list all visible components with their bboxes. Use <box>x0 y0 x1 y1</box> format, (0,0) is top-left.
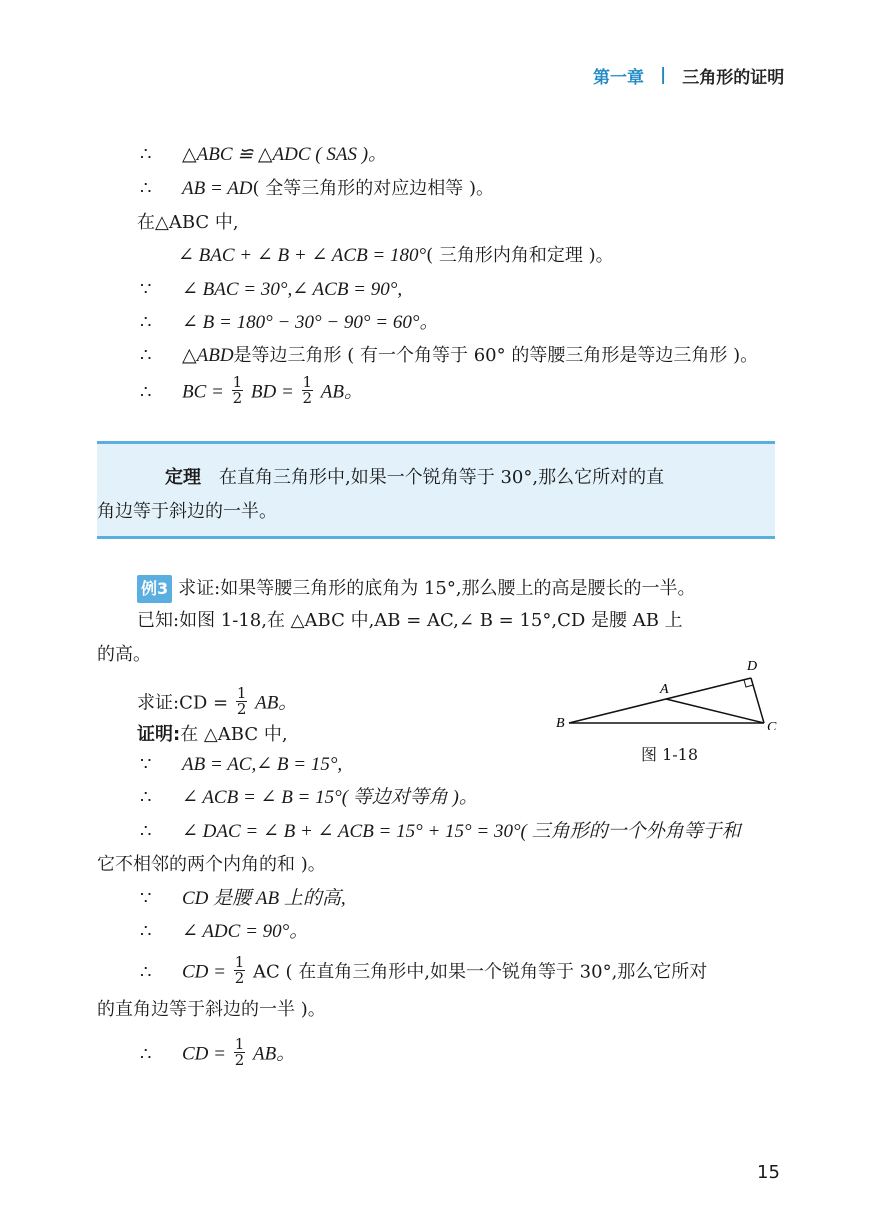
proof-line-2: ∴ AB = AD( 全等三角形的对应边相等 )。 <box>140 178 495 199</box>
fraction: $\frac{1}{2}$ <box>234 953 245 987</box>
theorem-line-1: 定理 在直角三角形中,如果一个锐角等于 30°,那么它所对的直 <box>165 467 665 488</box>
page-number: 15 <box>757 1162 780 1183</box>
fraction: $\frac{1}{2}$ <box>234 1035 245 1069</box>
proof-line-7: ∴ △ABD是等边三角形 ( 有一个角等于 60° 的等腰三角形是等边三角形 )。 <box>140 345 759 366</box>
ex-proof-line-6: ∴ CD = $\frac{1}{2}$ AC ( 在直角三角形中,如果一个锐角等于 30°,那么它所对 <box>140 953 708 987</box>
proof-heading: 证明:在 △ABC 中, <box>137 724 288 745</box>
ex-proof-line-3: ∴ ∠ DAC = ∠ B + ∠ ACB = 15° + 15° = 30°( 三角形的一个外角等于和 <box>140 821 741 842</box>
example-statement: 例3 求证:如果等腰三角形的底角为 15°,那么腰上的高是腰长的一半。 <box>137 575 696 603</box>
chapter-header <box>593 64 784 86</box>
label-A: A <box>660 682 669 697</box>
ex-proof-line-6b: 的直角边等于斜边的一半 )。 <box>97 999 326 1020</box>
given-line-1: 已知:如图 1-18,在 △ABC 中,AB = AC,∠ B = 15°,CD 是腰 AB 上 <box>137 610 683 631</box>
triangle-figure <box>552 655 784 730</box>
ex-proof-line-4: ∵ CD 是腰 AB 上的高, <box>140 888 346 909</box>
label-C: C <box>767 720 777 730</box>
figure-caption: 图 1-18 <box>641 745 699 764</box>
label-B: B <box>556 716 565 730</box>
theorem-box <box>97 441 775 539</box>
fraction: $\frac{1}{2}$ <box>302 373 313 407</box>
ex-proof-line-2: ∴ ∠ ACB = ∠ B = 15°( 等边对等角 )。 <box>140 787 478 808</box>
ex-proof-line-5: ∴ ∠ ADC = 90°。 <box>140 921 309 942</box>
proof-line-6: ∴ ∠ B = 180° − 30° − 90° = 60°。 <box>140 312 439 333</box>
header-separator: | <box>660 65 667 85</box>
given-line-2: 的高。 <box>97 644 151 665</box>
chapter-label: 第一章 <box>593 67 644 88</box>
proof-line-1: ∴ △ABC ≌ △ADC ( SAS )。 <box>140 144 388 165</box>
line-DC <box>751 678 764 723</box>
theorem-label: 定理 <box>165 467 201 488</box>
proof-line-5: ∵ ∠ BAC = 30°,∠ ACB = 90°, <box>140 279 403 300</box>
chapter-title: 三角形的证明 <box>682 67 785 88</box>
prove-line: 求证:CD = $\frac{1}{2}$ AB。 <box>137 684 298 718</box>
proof-label: 证明: <box>137 724 181 745</box>
label-D: D <box>747 659 758 674</box>
fraction: $\frac{1}{2}$ <box>232 373 243 407</box>
fraction: $\frac{1}{2}$ <box>236 684 247 718</box>
proof-line-3: 在△ABC 中, <box>137 212 239 233</box>
proof-line-8: ∴ BC = $\frac{1}{2}$ BD = $\frac{1}{2}$ AB。 <box>140 373 364 407</box>
line-AC <box>666 699 764 723</box>
ex-proof-line-3b: 它不相邻的两个内角的和 )。 <box>97 854 326 875</box>
ex-proof-line-7: ∴ CD = $\frac{1}{2}$ AB。 <box>140 1035 296 1069</box>
example-badge: 例3 <box>137 575 172 603</box>
ex-proof-line-1: ∵ AB = AC,∠ B = 15°, <box>140 754 343 775</box>
theorem-line-2: 角边等于斜边的一半。 <box>97 501 277 522</box>
proof-line-4: ∠ BAC + ∠ B + ∠ ACB = 180°( 三角形内角和定理 )。 <box>178 245 614 266</box>
